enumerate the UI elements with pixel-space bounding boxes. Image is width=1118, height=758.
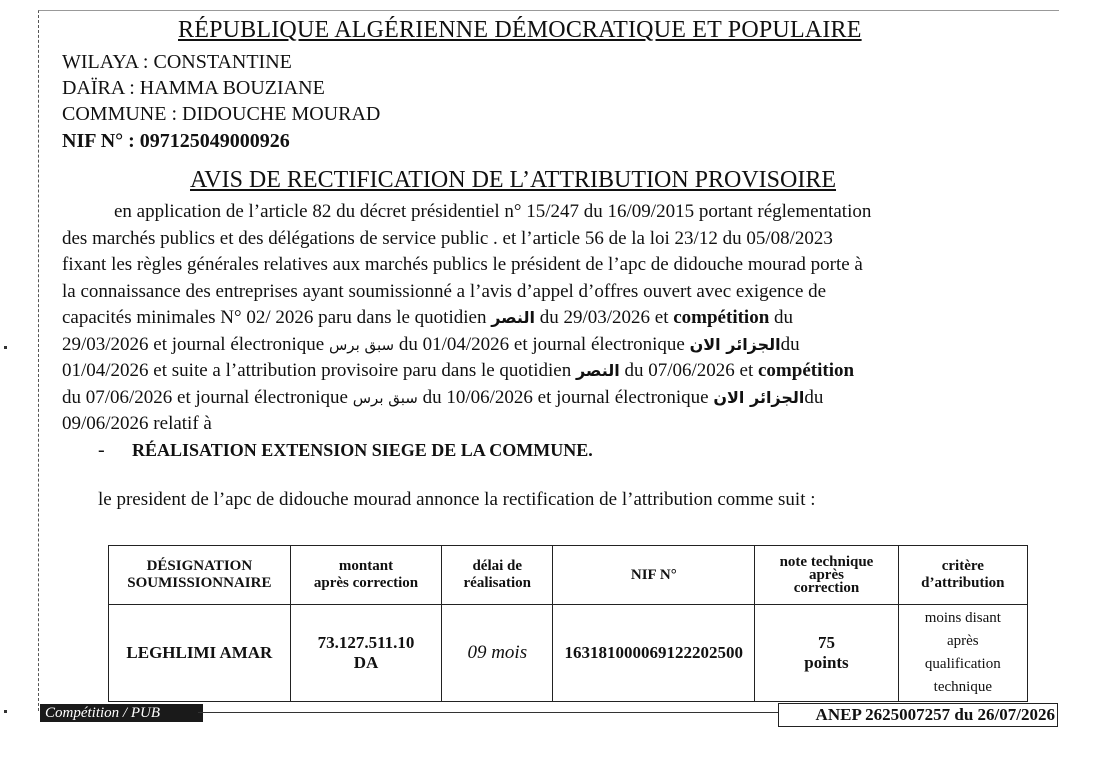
daira-line: DAÏRA : HAMMA BOUZIANE <box>62 77 325 99</box>
body-line-6 <box>62 333 800 357</box>
body-line-4: la connaissance des entreprises ayant soumissionné a l’avis d’appel d’offres ouvert avec exigence de <box>62 281 827 302</box>
scan-mark <box>4 710 7 713</box>
scan-mark <box>4 346 7 349</box>
body-text: 29/03/2026 et journal électronique <box>62 334 329 355</box>
col-amount <box>290 546 441 605</box>
header-text: critère <box>941 558 984 574</box>
commune-line: COMMUNE : DIDOUCHE MOURAD <box>62 103 381 125</box>
score-unit: points <box>804 653 849 672</box>
body-text: du 07/06/2026 et journal électronique <box>62 387 353 408</box>
body-line-3: fixant les règles générales relatives aux marchés publics le président de l’apc de didouche mourad porte à <box>62 254 863 275</box>
criteria-text: après <box>947 633 979 649</box>
body-text: du 29/03/2026 et <box>534 307 674 328</box>
body-line-2: des marchés publics et des délégations de service public . et l’article 56 de la loi 23/12 du 05/08/2023 <box>62 228 833 249</box>
anep-reference: ANEP 2625007257 du 26/07/2026 <box>778 703 1058 727</box>
body-text: du <box>769 307 794 328</box>
col-designation <box>109 546 291 605</box>
arabic-journal-name: الجزائر الان <box>713 388 805 407</box>
newspaper-name: compétition <box>758 360 855 381</box>
delay-cell: 09 mois <box>442 605 553 702</box>
header-text: d’attribution <box>921 575 1005 591</box>
arabic-newspaper-name: النصر <box>575 361 620 380</box>
score-cell <box>755 605 898 702</box>
amount-value: 73.127.511.10 <box>317 633 415 652</box>
col-nif: NIF N° <box>553 546 755 605</box>
nif-cell: 163181000069122202500 <box>553 605 755 702</box>
criteria-text: technique <box>933 679 992 695</box>
body-line-9: 09/06/2026 relatif à <box>62 413 212 434</box>
body-text: du 07/06/2026 et <box>619 360 758 381</box>
header-text: après correction <box>313 575 419 591</box>
body-text: capacités minimales N° 02/ 2026 paru dans le quotidien <box>62 307 492 328</box>
notice-title: AVIS DE RECTIFICATION DE L’ATTRIBUTION PROVISOIRE <box>190 167 837 193</box>
attribution-table <box>108 545 1028 702</box>
header-text: SOUMISSIONNAIRE <box>127 575 272 591</box>
criteria-text: moins disant <box>924 610 1001 626</box>
publication-tag: Compétition / PUB <box>40 704 203 722</box>
footer-divider <box>198 712 778 713</box>
arabic-journal-name: سبق برس <box>328 336 395 354</box>
body-text: du 01/04/2026 et journal électronique <box>394 334 690 355</box>
body-text: du <box>780 334 800 355</box>
body-line-5 <box>62 306 793 330</box>
currency: DA <box>353 653 379 672</box>
newspaper-name: compétition <box>673 307 770 328</box>
nif-line: NIF N° : 097125049000926 <box>62 130 290 152</box>
header-text: après <box>808 566 844 583</box>
header-text: correction <box>793 579 860 596</box>
arabic-journal-name: الجزائر الان <box>689 335 781 354</box>
announcement-line: le president de l’apc de didouche mourad annonce la rectification de l’attribution comme suit : <box>98 489 816 510</box>
header-text: montant <box>338 558 394 574</box>
body-line-8 <box>62 386 823 410</box>
wilaya-line: WILAYA : CONSTANTINE <box>62 51 292 73</box>
republic-title: RÉPUBLIQUE ALGÉRIENNE DÉMOCRATIQUE ET POPULAIRE <box>178 17 862 43</box>
project-title: RÉALISATION EXTENSION SIEGE DE LA COMMUNE. <box>132 440 593 460</box>
col-delay <box>442 546 553 605</box>
body-text: du 10/06/2026 et journal électronique <box>417 387 714 408</box>
arabic-newspaper-name: النصر <box>491 308 535 327</box>
arabic-journal-name: سبق برس <box>352 389 418 407</box>
criteria-cell <box>898 605 1027 702</box>
body-text: 01/04/2026 et suite a l’attribution provisoire paru dans le quotidien <box>62 360 576 381</box>
body-line-1: en application de l’article 82 du décret présidentiel n° 15/247 du 16/09/2015 portant réglementation <box>114 201 872 222</box>
criteria-text: qualification <box>924 656 1001 672</box>
col-criteria <box>898 546 1027 605</box>
amount-cell <box>290 605 441 702</box>
header-text: note technique <box>779 553 874 570</box>
bidder-name: LEGHLIMI AMAR <box>109 605 291 702</box>
header-text: délai de <box>472 558 523 574</box>
body-line-7 <box>62 359 854 383</box>
table-header-row <box>109 546 1028 605</box>
list-dash: - <box>98 439 105 461</box>
table-row <box>109 605 1028 702</box>
header-text: réalisation <box>463 575 532 591</box>
header-text: DÉSIGNATION <box>146 558 253 574</box>
score-value: 75 <box>817 633 835 652</box>
col-technical-score <box>755 546 898 605</box>
body-text: du <box>804 387 824 408</box>
